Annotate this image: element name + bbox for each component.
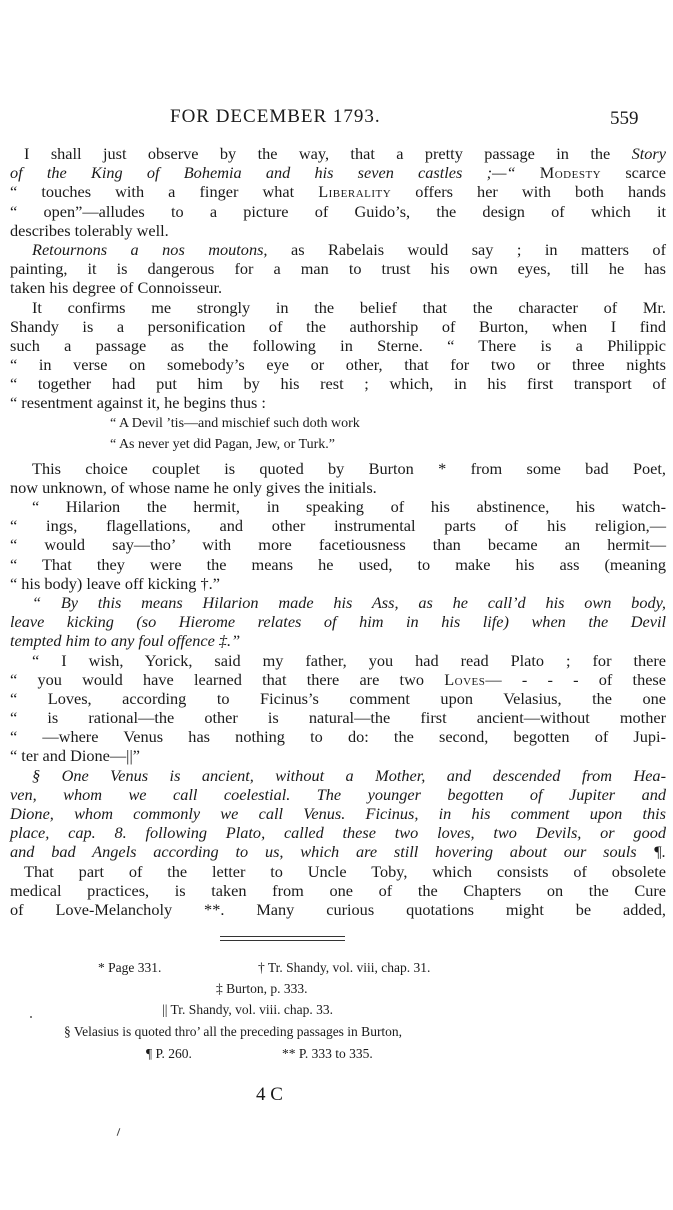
footnote: § Velasius is quoted thro’ all the preceding passages in Burton, bbox=[64, 1024, 403, 1039]
text-line: “ I wish, Yorick, said my father, you had read Plato ; for there bbox=[32, 650, 666, 670]
text-line: “ open”—alludes to a picture of Guido’s, the design of which it bbox=[10, 201, 666, 221]
text-line: and bad Angels according to us, which are still hovering about our souls ¶. bbox=[10, 842, 666, 862]
text-line: Dione, whom commonly we call Venus. Ficinus, in his comment upon this bbox=[10, 804, 666, 823]
text-line: of Love-Melancholy **. Many curious quotations might be added, bbox=[10, 899, 666, 919]
footnote: * Page 331. bbox=[98, 960, 162, 975]
stray-dot bbox=[30, 1016, 32, 1018]
text-line: It confirms me strongly in the belief that the character of Mr. bbox=[32, 297, 666, 317]
text-line: “ By this means Hilarion made his Ass, as he call’d his own body, bbox=[32, 592, 666, 612]
running-title: FOR DECEMBER 1793. bbox=[170, 106, 381, 127]
text-line: § One Venus is ancient, without a Mother, and descended from Hea- bbox=[32, 765, 666, 785]
text-line: “ That they were the means he used, to make his ass (meaning bbox=[10, 554, 666, 574]
footnote: || Tr. Shandy, vol. viii. chap. 33. bbox=[162, 1002, 334, 1017]
stray-mark bbox=[117, 1128, 121, 1136]
text-line: medical practices, is taken from one of the Chapters on the Cure bbox=[10, 880, 666, 900]
text-line: taken his degree of Connoisseur. bbox=[10, 278, 223, 298]
footnote: ¶ P. 260. bbox=[146, 1046, 192, 1061]
text-line: That part of the letter to Uncle Toby, which consists of obsolete bbox=[24, 861, 666, 881]
text-line: tempted him to any foul offence ‡.” bbox=[10, 631, 241, 651]
text-line: leave kicking (so Hierome relates of him in his life) when the Devil bbox=[10, 612, 666, 632]
text-line: “ touches with a finger what Liberality offers her with both hands bbox=[10, 182, 666, 202]
running-header bbox=[0, 106, 673, 136]
footnote: † Tr. Shandy, vol. viii, chap. 31. bbox=[258, 960, 431, 975]
text-line: painting, it is dangerous for a man to trust his own eyes, till he has bbox=[10, 259, 666, 279]
text-line: “ his body) leave off kicking †.” bbox=[10, 573, 220, 593]
text-line: I shall just observe by the way, that a pretty passage in the Story bbox=[24, 144, 666, 163]
text-line: ven, whom we call coelestial. The younger begotten of Jupiter and bbox=[10, 784, 666, 804]
footnote-rule bbox=[220, 936, 345, 941]
text-line: “ resentment against it, he begins thus : bbox=[10, 393, 266, 413]
page-number: 559 bbox=[610, 108, 639, 129]
text-line: This choice couplet is quoted by Burton * from some bad Poet, bbox=[32, 458, 666, 478]
text-line: place, cap. 8. following Plato, called these two loves, two Devils, or good bbox=[10, 823, 666, 843]
footnote: ‡ Burton, p. 333. bbox=[216, 981, 308, 996]
main-text bbox=[10, 144, 666, 919]
text-line: describes tolerably well. bbox=[10, 220, 169, 240]
text-line: “ Hilarion the hermit, in speaking of his abstinence, his watch- bbox=[32, 497, 666, 516]
text-line: “ is rational—the other is natural—the first ancient—without mother bbox=[10, 708, 666, 728]
text-line: “ —where Venus has nothing to do: the second, begotten of Jupi- bbox=[10, 727, 666, 747]
verse-line: “ As never yet did Pagan, Jew, or Turk.” bbox=[110, 436, 336, 452]
text-line: now unknown, of whose name he only gives the initials. bbox=[10, 477, 377, 497]
verse-line: “ A Devil ’tis—and mischief such doth work bbox=[110, 415, 360, 431]
text-line: Retournons a nos moutons, as Rabelais would say ; in matters of bbox=[32, 239, 666, 259]
text-line: “ Loves, according to Ficinus’s comment upon Velasius, the one bbox=[10, 688, 666, 708]
text-line: “ ter and Dione—||” bbox=[10, 746, 140, 766]
signature-mark: 4 C bbox=[256, 1084, 283, 1105]
text-line: such a passage as the following in Sterne. “ There is a Philippic bbox=[10, 335, 666, 355]
text-line: “ ings, flagellations, and other instrumental parts of his religion,— bbox=[10, 516, 666, 536]
text-line: of the King of Bohemia and his seven castles ;—“ Modesty scarce bbox=[10, 163, 667, 183]
text-line: “ would say—tho’ with more facetiousness than became an hermit— bbox=[10, 535, 666, 555]
text-line: “ in verse on somebody’s eye or other, that for two or three nights bbox=[10, 355, 666, 375]
footnote: ** P. 333 to 335. bbox=[282, 1046, 373, 1061]
text-line: “ you would have learned that there are two Loves— - - - of these bbox=[10, 669, 666, 689]
text-line: Shandy is a personification of the authorship of Burton, when I find bbox=[10, 316, 666, 336]
text-line: “ together had put him by his rest ; which, in his first transport of bbox=[10, 374, 666, 394]
